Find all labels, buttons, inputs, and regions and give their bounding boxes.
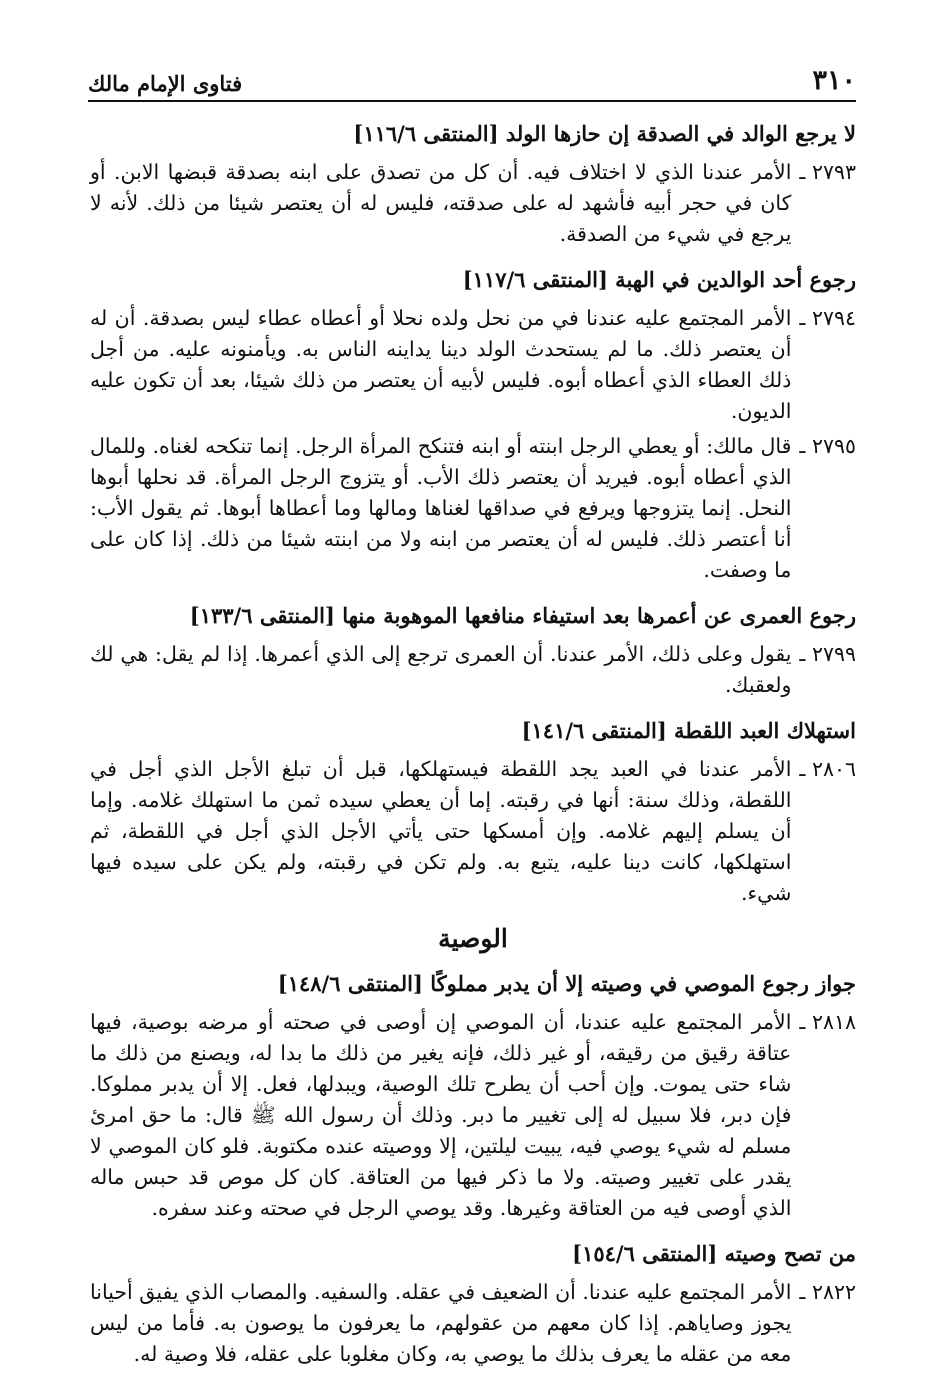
fatwa-block xyxy=(90,264,856,586)
entry-text: الأمر عندنا الذي لا اختلاف فيه. أن كل من تصدق على ابنه بصدقة قبضها الابن. أو كان في حجر أبيه فأشهد له على صدقته، فليس له أن يعتصر شيئا من ذلك. لأنه لا يرجع في شيء من الصدقة. xyxy=(90,160,792,246)
fatwa-block xyxy=(90,600,856,701)
fatwa-entry xyxy=(90,157,856,250)
section-heading: جواز رجوع الموصي في وصيته إلا أن يدبر مملوكًا [المنتقى ١٤٨/٦] xyxy=(277,971,856,996)
section-heading: من تصح وصيته [المنتقى ١٥٤/٦] xyxy=(572,1241,856,1266)
page-number: ٣١٠ xyxy=(812,65,856,96)
entry-text: الأمر المجتمع عليه عندنا في من نحل ولده نحلا أو أعطاه عطاء ليس بصدقة. أن له أن يعتصر ذلك. ما لم يستحدث الولد دينا يداينه الناس به. ويأمنونه عليه. من أجل ذلك العطاء الذي أعطاه أبوه. فليس لأبيه أن يعتصر من ذلك شيئا، بعد أن تكون عليه الديون. xyxy=(90,306,792,423)
section-heading: رجوع أحد الوالدين في الهبة [المنتقى ١١٧/٦] xyxy=(462,267,856,292)
fatwa-entry xyxy=(90,754,856,909)
entry-number: ٢٨١٨ ـ xyxy=(799,1010,856,1034)
entry-number: ٢٧٩٩ ـ xyxy=(799,642,856,666)
fatwa-block xyxy=(90,968,856,1224)
fatwa-entry xyxy=(90,639,856,701)
fatwa-entry xyxy=(90,1007,856,1224)
book-title: فتاوى الإمام مالك xyxy=(88,71,243,96)
section-heading: لا يرجع الوالد في الصدقة إن حازها الولد [المنتقى ١١٦/٦] xyxy=(353,121,856,146)
fatwa-block xyxy=(90,118,856,250)
entry-text: يقول وعلى ذلك، الأمر عندنا. أن العمرى ترجع إلى الذي أعمرها. إذا لم يقل: هي لك ولعقبك. xyxy=(90,642,792,697)
entry-text: الأمر عندنا في العبد يجد اللقطة فيستهلكها، قبل أن تبلغ الأجل الذي أجل في اللقطة، وذلك سنة: أنها في رقبته. إما أن يعطي سيده ثمن ما استهلك غلامه. وإما أن يسلم إليهم غلامه. وإن أمسكها حتى يأتي الأجل الذي أجل في اللقطة، ثم استهلكها، كانت دينا عليه، يتبع به. ولم تكن في رقبته، ولم يكن على سيده فيها شيء. xyxy=(90,757,792,905)
entry-text: الأمر المجتمع عليه عندنا. أن الضعيف في عقله. والسفيه. والمصاب الذي يفيق أحيانا يجوز وصاياهم. إذا كان معهم من عقولهم، ما يعرفون ما يوصون به. فأما من ليس معه من عقله ما يعرف بذلك ما يوصي به، وكان مغلوبا على عقله، فلا وصية له. xyxy=(90,1280,792,1366)
entry-number: ٢٨٠٦ ـ xyxy=(799,757,856,781)
entry-number: ٢٧٩٣ ـ xyxy=(799,160,856,184)
section-heading: رجوع العمرى عن أعمرها بعد استيفاء منافعها الموهوبة منها [المنتقى ١٣٣/٦] xyxy=(189,603,856,628)
fatwa-entry xyxy=(90,303,856,427)
page-header xyxy=(88,54,856,102)
entry-number: ٢٧٩٥ ـ xyxy=(799,434,856,458)
entry-text: الأمر المجتمع عليه عندنا، أن الموصي إن أوصى في صحته أو مرضه بوصية، فيها عتاقة رقيق من رقيقه، أو غير ذلك، فإنه يغير من ذلك ما بدا له، ويصنع من ذلك ما شاء حتى يموت. وإن أحب أن يطرح تلك الوصية، ويبدلها، فعل. إلا أن يدبر مملوكا. فإن دبر، فلا سبيل له إلى تغيير ما دبر. وذلك أن رسول الله ﷺ قال: ما حق امرئ مسلم له شيء يوصي فيه، يبيت ليلتين، إلا ووصيته عنده مكتوبة. فلو كان الموصي لا يقدر على تغيير وصيته. ولا ما ذكر فيها من العتاقة. كان كل موص قد حبس ماله الذي أوصى فيه من العتاقة وغيرها. وقد يوصي الرجل في صحته وعند سفره. xyxy=(90,1010,792,1220)
chapter-title: الوصية xyxy=(438,924,508,953)
fatwa-entry xyxy=(90,431,856,586)
fatwa-block xyxy=(90,1238,856,1370)
entry-number: ٢٧٩٤ ـ xyxy=(799,306,856,330)
fatwa-entry xyxy=(90,1277,856,1370)
fatwa-block xyxy=(90,715,856,909)
entry-text: قال مالك: أو يعطي الرجل ابنته أو ابنه فتنكح المرأة الرجل. إنما تنكحه لغناه. وللمال الذي أعطاه أبوه. فيريد أن يعتصر ذلك الأب. أو يتزوج الرجل المرأة. قد نحلها أبوها النحل. إنما يتزوجها ويرفع في صداقها لغناها ومالها وما أعطاها أبوها. ثم يقول الأب: أنا أعتصر ذلك. فليس له أن يعتصر من ابنه ولا من ابنته شيئا من ذلك. إذا كان على ما وصفت. xyxy=(90,434,792,582)
entry-number: ٢٨٢٢ ـ xyxy=(799,1280,856,1304)
page-body xyxy=(90,118,856,1384)
section-heading: استهلاك العبد اللقطة [المنتقى ١٤١/٦] xyxy=(521,718,856,743)
